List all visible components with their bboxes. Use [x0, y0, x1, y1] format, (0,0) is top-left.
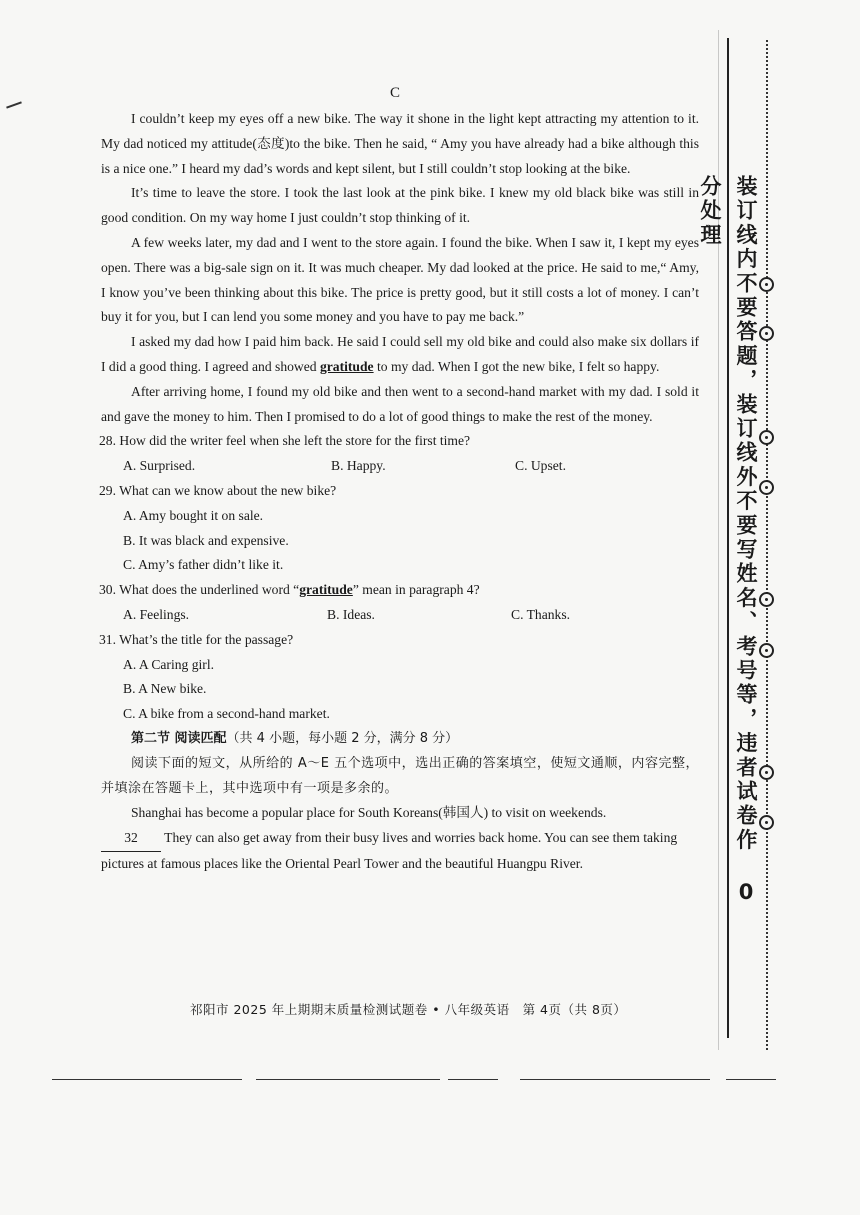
reading-content: [101, 107, 699, 877]
section-2-paragraph-1: Shanghai has become a popular place for South Koreans(韩国人) to visit on weekends.: [131, 805, 607, 821]
binding-hole-icon: [759, 643, 774, 658]
option-31-a: A. A Caring girl.: [123, 656, 215, 672]
bottom-rule: [256, 1079, 440, 1080]
option-28-b: B. Happy.: [331, 458, 386, 474]
question-30-pre: 30. What does the underlined word “: [99, 582, 300, 598]
question-30: [99, 578, 699, 603]
passage-paragraph-2: It’s time to leave the store. I took the last look at the pink bike. I knew my old black bike was still in good condition. On my way home I just couldn’t stop thinking of it.: [101, 185, 699, 226]
section-2-title: [101, 727, 699, 752]
option-28-a: A. Surprised.: [123, 458, 196, 474]
question-30-word: gratitude: [299, 582, 353, 598]
underlined-word: gratitude: [319, 358, 374, 374]
question-31: 31. What’s the title for the passage?: [99, 631, 294, 647]
page-footer: 祁阳市 2025 年上期期末质量检测试题卷 • 八年级英语 第 4页（共 8页）: [190, 1002, 627, 1017]
option-30-c: C. Thanks.: [511, 606, 571, 622]
binding-hole-icon: [759, 592, 774, 607]
answer-blank-32: 32: [101, 826, 161, 852]
bottom-rule: [520, 1079, 710, 1080]
option-30-b: B. Ideas.: [327, 606, 375, 622]
section-letter: C: [390, 85, 401, 101]
paragraph-4-text: I asked my dad how I paid him back. He said I could sell my old bike and could also make six dollars if I did a good thing. I agreed and showed: [101, 334, 699, 374]
question-30-options: [101, 603, 699, 628]
question-29: 29. What can we know about the new bike?: [99, 482, 337, 498]
section-2-paragraph-2: [101, 826, 699, 877]
binding-hole-icon: [759, 277, 774, 292]
passage-paragraph-1: I couldn’t keep my eyes off a new bike. The way it shone in the light kept attracting my attention to it. My dad noticed my attitude(态度)to the bike. Then he said, “ Amy you have already had a bike although this is a nice one.” I heard my dad’s words and kept silent, but I still couldn’t stop looking at the bike.: [101, 111, 699, 176]
option-29-c: C. Amy’s father didn’t like it.: [123, 557, 284, 573]
dotted-cut-line: [766, 40, 768, 1050]
binding-hole-icon: [759, 326, 774, 341]
option-29-a: A. Amy bought it on sale.: [123, 507, 264, 523]
bottom-rule: [52, 1079, 242, 1080]
binding-hole-icon: [759, 430, 774, 445]
question-28: 28. How did the writer feel when she left the store for the first time?: [99, 433, 471, 449]
option-31-c: C. A bike from a second-hand market.: [123, 706, 330, 722]
passage-paragraph-3: A few weeks later, my dad and I went to the store again. I found the bike. When I saw it, I kept my eyes open. There was a big-sale sign on it. It was much cheaper. My dad looked at the price. He said to me,“ Amy, I know you’ve been thinking about this bike. The price is pretty good, but it still costs a lot of money. I can’t buy it for you, but I can lend you some money and you have to pay me back.”: [101, 234, 699, 325]
question-28-options: [101, 454, 699, 479]
section-2-instruction: 阅读下面的短文，从所给的 A～E 五个选项中，选出正确的答案填空，使短文通顺，内容完整，并填涂在答题卡上，其中选项中有一项是多余的。: [101, 755, 699, 796]
passage-paragraph-5: After arriving home, I found my old bike and then went to a second-hand market with my dad. I sold it and gave the money to him. Then I promised to do a lot of good things to make the rest of the money.: [101, 383, 699, 424]
binding-hole-icon: [759, 815, 774, 830]
passage-paragraph-4: [101, 330, 699, 380]
question-30-post: ” mean in paragraph 4?: [352, 582, 480, 598]
binding-hole-icon: [759, 765, 774, 780]
binding-warning-text: 装订线内不要答题，装订线外不要写姓名、考号等，违者试卷作 0 分处理: [698, 175, 758, 907]
section-2-title-bold: 第二节 阅读匹配: [131, 730, 227, 746]
option-30-a: A. Feelings.: [123, 606, 190, 622]
option-28-c: C. Upset.: [515, 458, 566, 474]
section-2-title-rest: （共 4 小题，每小题 2 分，满分 8 分）: [226, 730, 459, 746]
paragraph-4-tail: to my dad. When I got the new bike, I felt so happy.: [373, 358, 660, 374]
bottom-rule: [726, 1079, 776, 1080]
option-31-b: B. A New bike.: [123, 681, 207, 697]
binding-hole-icon: [759, 480, 774, 495]
section-2-paragraph-2-text: They can also get away from their busy lives and worries back home. You can see them taking pictures at famous places like the Oriental Pearl Tower and the beautiful Huangpu River.: [101, 830, 678, 871]
pen-mark: [6, 101, 22, 108]
bottom-rule: [448, 1079, 498, 1080]
option-29-b: B. It was black and expensive.: [123, 532, 289, 548]
